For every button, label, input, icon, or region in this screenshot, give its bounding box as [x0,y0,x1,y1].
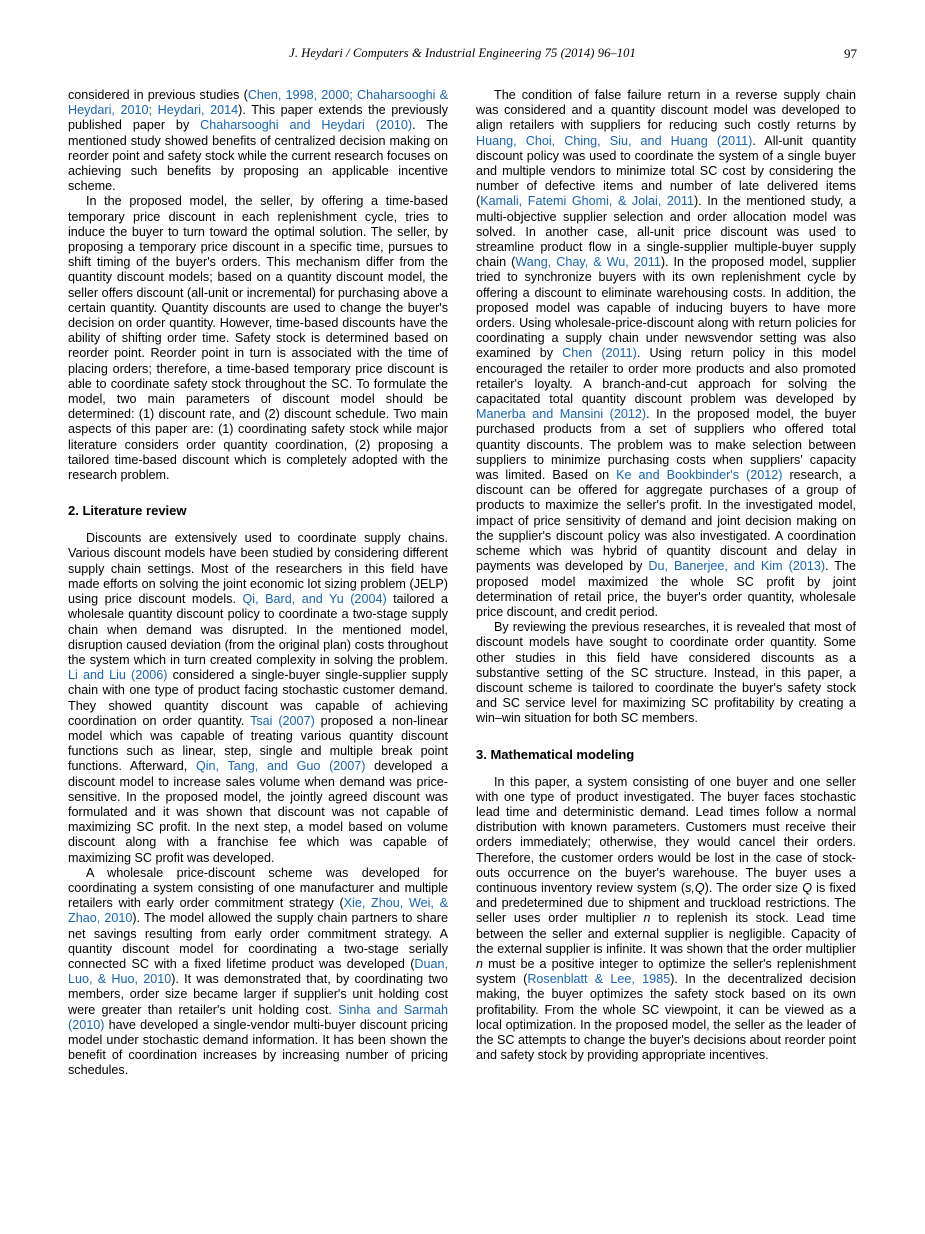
text-run: ). It was demonstrated that, by coordinating two members, order size became larger if supplier's unit holding cost were greater than retailer's unit holding cost. [68,972,448,1017]
text-run: ). This paper extends the previously published paper by [68,103,448,133]
text-run: The condition of false failure return in a reverse supply chain was considered and a quantity discount model was developed to align retailers with suppliers for reducing such costly returns by [476,88,856,133]
right-column [476,88,856,1063]
text-run: is fixed and predetermined due to shipment and truckload restrictions. The seller uses order multiplier [476,880,856,926]
citation-link[interactable]: Duan, Luo, & Huo, 2010 [68,956,448,987]
paragraph-continued [68,88,448,194]
citation-link[interactable]: Rosenblatt & Lee, 1985 [527,972,671,987]
citation-link[interactable]: Xie, Zhou, Wei, & Zhao, 2010 [68,896,448,926]
text-run: ). In the proposed model, supplier tried to synchronize buyers with its own replenishment cycle by offering a discount to eliminate warehousing costs. In addition, the proposed model was capable of inducing buyers to have more orders. Using wholesale-price-discount along with return policies for coordinating a supply chain under newsvendor setting was also examined by [476,255,856,361]
text-run: ). The order size [704,880,803,895]
text-run: developed a discount model to increase sales volume when demand was price-sensitive. In the proposed model, the jointly agreed discount was formulated and it was shown that discount was not capable of maximizing SC profit. In the next step, a model based on volume discount along with a franchise fee which was capable of maximizing SC profit was developed. [68,759,448,865]
text-run: considered a single-buyer single-supplier supply chain with one type of product facing stochastic customer demand. They showed quantity discount was capable of achieving coordination on order quantity. [68,668,448,728]
text-run: . Using return policy in this model encouraged the retailer to order more products and also promoted retailer's loyalty. A branch-and-cut approach for solving the capacitated total quantity discount problem was developed by [476,346,856,407]
text-run: have developed a single-vendor multi-buyer discount pricing model under stochastic demand information. It has been shown the benefit of coordination increases by increasing number of pricing schedules. [68,1017,448,1078]
text-run: ). In the mentioned study, a multi-objective supplier selection and order allocation model was solved. In another case, all-unit price discount was used to streamline product flow in a single-supplier multiple-buyer supply chain ( [476,194,856,270]
citation-link[interactable]: Chen, 1998, 2000; Chaharsooghi & Heydari, 2010; Heydari, 2014 [68,88,448,118]
text-run: . The mentioned study showed benefits of centralized decision making on reorder point and safety stock while the current research focuses on achieving such benefits by proposing an applicable incentive scheme. [68,118,448,194]
math-variable: s,Q [685,880,705,895]
text-run: ). In the decentralized decision making, the buyer optimizes the safety stock based on its own profitability. From the whole SC viewpoint, it can be viewed as a local optimization. In the proposed model, the seller as the leader of the SC attempts to change the buyer's decisions about reorder point and safety stock by providing appropriate incentives. [476,972,856,1063]
running-head-text: J. Heydari / Computers & Industrial Engineering 75 (2014) 96–101 [289,46,636,60]
text-run: . In the proposed model, the buyer purchased products from a set of suppliers who offered total quantity discounts. The problem was to make selection between suppliers to minimize purchasing costs when suppliers' capacity was limited. Based on [476,407,857,483]
paragraph [68,866,448,1079]
math-variable: Q [802,880,812,895]
text-run: Discounts are extensively used to coordinate supply chains. Various discount models have been studied by considering different supply chain settings. Most of the researchers in this field have made efforts on solving the joint economic lot sizing problem (JELP) using price discount models. [68,531,448,607]
text-run: must be a positive integer to optimize the seller's replenishment system ( [476,956,856,987]
citation-link[interactable]: Huang, Choi, Ching, Siu, and Huang (2011) [476,133,753,148]
two-column-body [68,88,857,1079]
text-run: . The proposed model maximized the whole SC profit by joint determination of retail price, the buyer's order quantity, wholesale price discount, and credit period. [476,559,857,619]
citation-link[interactable]: Chen (2011) [562,346,637,361]
paragraph [476,88,856,620]
citation-link[interactable]: Sinha and Sarmah (2010) [68,1002,448,1032]
paragraph: In the proposed model, the seller, by offering a time-based temporary price discount in each replenishment cycle, tries to induce the buyer to turn toward the optimal solution. The seller, by proposing a temporary price discount in a specific time, pursues to shift timing of the buyer's orders. This mechanism differ from the quantity discount models; based on a quantity discount model, the seller offers discount (all-unit or incremental) for purchasing above a certain quantity. Quantity discounts are used to change the buyer's decision on order quantity. However, time-based discounts have the ability of shifting order time. Safety stock is determined based on reorder point. Reorder point in turn is associated with the time of placing orders; therefore, a time-based temporary price discount is able to coordinate safety stock throughout the SC. To formulate the model, two main parameters of discount model should be determined: (1) discount rate, and (2) discount schedule. Two main aspects of this paper are: (1) coordinating safety stock while major literature considers order quantity coordination, (2) proposing a tailored time-based discount which is completely adopted with the research problem. [68,194,448,483]
citation-link[interactable]: Ke and Bookbinder's (2012) [616,468,783,483]
text-run: ). The model allowed the supply chain partners to share net savings resulting from early order commitment strategy. A quantity discount model for coordinating a two-stage serially connected SC with a fixed lifetime product was developed ( [68,911,448,971]
citation-link[interactable]: Li and Liu (2006) [68,668,168,683]
text-run: tailored a wholesale quantity discount policy to coordinate a two-stage supply chain when demand was disrupted. In the mentioned model, disruption caused deviation (from the original plan) costs throughout the system which in turn created complexity in solving the problem. [68,592,449,667]
math-variable: n [643,911,651,926]
text-run: A wholesale price-discount scheme was developed for coordinating a system consisting of one manufacturer and multiple retailers with early order commitment strategy ( [68,865,448,911]
citation-link[interactable]: Wang, Chay, & Wu, 2011 [515,255,661,270]
text-run: considered in previous studies ( [68,88,248,102]
text-run: proposed a non-linear model which was capable of treating various quantity discount functions such as linear, step, single and multiple break point functions. Afterward, [68,713,448,774]
citation-link[interactable]: Du, Banerjee, and Kim (2013) [648,559,826,574]
text-run: . All-unit quantity discount policy was used to coordinate the system of a single buyer and multiple vendors to minimize total SC cost by considering the number of defective items and number of late delivered items ( [476,133,857,209]
paragraph: By reviewing the previous researches, it is revealed that most of discount models have sought to coordinate order quantity. Some other studies in this field have considered discounts as a substantive setting of the SC structure. Instead, in this paper, a discount scheme is tailored to coordinate the buyer's safety stock and SC service level for maximizing SC profitability by creating a win–win situation for both SC members. [476,620,856,726]
citation-link[interactable]: Tsai (2007) [250,713,315,728]
citation-link[interactable]: Manerba and Mansini (2012) [476,407,647,422]
section-heading-literature-review: 2. Literature review [68,503,187,519]
math-variable: n [476,956,484,971]
citation-link[interactable]: Chaharsooghi and Heydari (2010) [200,118,413,133]
text-run: to replenish its stock. Lead time between the seller and external supplier is negligible. Capacity of the external supplier is infinite. It was shown that the order multiplier [476,911,857,956]
section-heading-mathematical-modeling: 3. Mathematical modeling [476,746,635,762]
citation-link[interactable]: Qi, Bard, and Yu (2004) [242,592,387,607]
page-number: 97 [844,46,857,61]
text-run: research, a discount can be offered for aggregate purchases of a group of products to maximize the seller's profit. In the investigated model, impact of price sensitivity of demand and joint decision making on the supplier's discount policy was also investigated. A coordination scheme which was hybrid of quantity discount and delay in payments was developed by [476,468,857,574]
text-run: In this paper, a system consisting of one buyer and one seller with one type of product investigated. The buyer faces stochastic lead time and deterministic demand. Lead times follow a normal distribution with known parameters. Customers must receive their orders immediately; otherwise, they would cancel their orders. Therefore, the customer orders would be lost in the case of stock-outs occurrence on the buyer's warehouse. The buyer uses a continuous inventory review system ( [476,774,856,895]
running-head [68,46,857,62]
left-column [68,88,448,1079]
citation-link[interactable]: Qin, Tang, and Guo (2007) [195,759,366,774]
paragraph [68,531,448,865]
citation-link[interactable]: Kamali, Fatemi Ghomi, & Jolai, 2011 [480,194,694,209]
paragraph [476,775,856,1064]
